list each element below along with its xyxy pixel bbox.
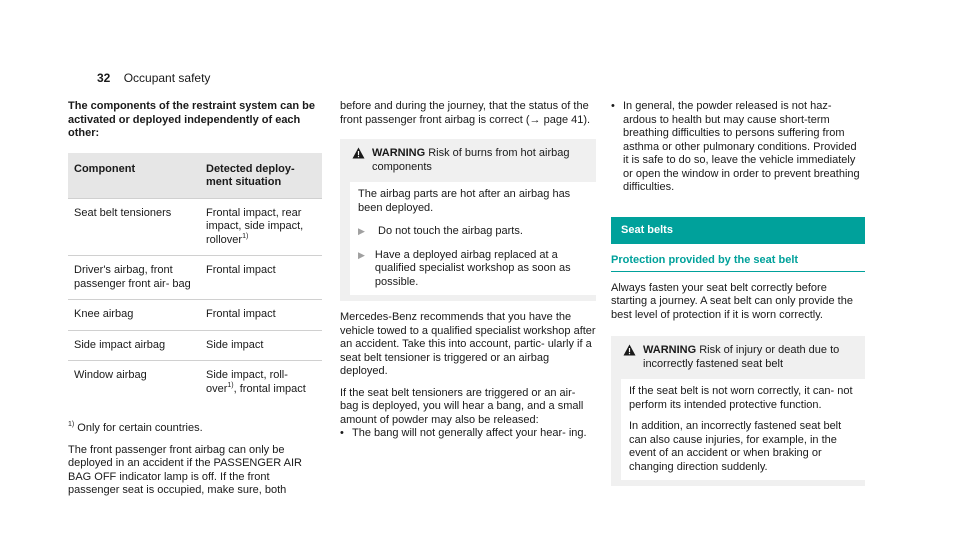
- table-cell: Window airbag: [68, 361, 200, 405]
- column-1: [68, 100, 322, 498]
- table-header-row: [68, 153, 322, 199]
- table-header-cell: Detected deploy- ment situation: [200, 153, 322, 199]
- footnote-text: Only for certain countries.: [77, 422, 203, 434]
- warning-title: Risk of burns from hot airbag components: [372, 147, 570, 173]
- step-text: Do not touch the airbag parts.: [378, 225, 523, 237]
- warning-label: WARNING: [372, 147, 426, 159]
- table-row: [68, 198, 322, 256]
- subheading: Protection provided by the seat belt: [611, 254, 865, 272]
- footnote: [68, 422, 322, 436]
- table-cell: Driver's airbag, front passenger front air- bag: [68, 256, 200, 300]
- warning-step: [358, 249, 588, 290]
- warning-box: [340, 139, 596, 301]
- table-row: [68, 300, 322, 331]
- body-paragraph: Mercedes-Benz recommends that you have the vehicle towed to a qualified specialist workshop after an accident. Take this into account, partic- ularly if a seat belt tensioner is triggered or an airbag deployed.: [340, 311, 596, 377]
- warning-triangle-icon: [352, 147, 366, 174]
- table-row: [68, 330, 322, 361]
- warning-body-text: The airbag parts are hot after an airbag has been deployed.: [358, 188, 571, 214]
- cell-text: Side impact, roll- over: [206, 369, 288, 395]
- warning-body-text: If the seat belt is not worn correctly, it can- not perform its intended protective function.: [629, 385, 853, 411]
- cell-text-suffix: , frontal impact: [233, 382, 306, 395]
- body-paragraph: The front passenger front airbag can only be deployed in an accident if the PASSENGER AIR BAG OFF indicator lamp is off. If the front passenger seat is occupied, make sure, both: [68, 443, 302, 496]
- warning-triangle-icon: [623, 344, 637, 371]
- arrow-right-icon: ▶: [358, 249, 365, 260]
- table-cell: Frontal impact: [200, 300, 322, 331]
- warning-step: [358, 225, 588, 239]
- arrow-right-icon: ▶: [358, 226, 365, 236]
- step-text: Have a deployed airbag replaced at a qualified specialist workshop as soon as possible.: [374, 248, 571, 288]
- warning-body-text: In addition, an incorrectly fastened seat belt can also cause injuries, for example, in the event of an accident or when braking or changing direction suddenly.: [629, 420, 842, 473]
- table-cell: [200, 361, 322, 405]
- table-cell: [200, 198, 322, 256]
- table-cell: Knee airbag: [68, 300, 200, 331]
- bullet-item: [340, 427, 596, 441]
- warning-label: WARNING: [643, 344, 697, 356]
- table-cell: Seat belt tensioners: [68, 198, 200, 256]
- page-number: 32: [97, 71, 111, 85]
- body-paragraph: Always fasten your seat belt correctly before starting a journey. A seat belt can only provide the best level of protection if it is worn correctly.: [611, 281, 853, 321]
- table-cell: Side impact: [200, 330, 322, 361]
- bullet-item: [611, 100, 865, 195]
- section-title: Occupant safety: [123, 71, 211, 85]
- column-2: [340, 100, 596, 441]
- warning-header: [611, 336, 865, 375]
- section-heading: Seat belts: [611, 217, 865, 245]
- warning-box: [611, 336, 865, 486]
- body-paragraph: before and during the journey, that the status of the front passenger front airbag is correct (→ page 41).: [340, 100, 591, 126]
- warning-body: [350, 182, 596, 295]
- bullet-icon: •: [340, 427, 344, 439]
- footnote-mark: 1): [242, 232, 249, 240]
- body-paragraph: If the seat belt tensioners are triggered or an air- bag is deployed, you will hear a bang, and a small amount of powder may also be released:: [340, 386, 584, 426]
- table-row: [68, 361, 322, 405]
- table-heading: The components of the restraint system can be activated or deployed independently of each other:: [68, 100, 315, 139]
- table-cell: Side impact airbag: [68, 330, 200, 361]
- bullet-text: In general, the powder released is not haz- ardous to health but may cause short-term breathing difficulties to persons suffering from asthma or other pulmonary conditions. Provided it is safe to do so, leave the vehicle immediately or open the window in order to prevent breathing difficulties.: [623, 100, 860, 193]
- warning-text: [643, 344, 857, 371]
- warning-title: Risk of injury or death due to incorrectly fastened seat belt: [643, 344, 840, 370]
- bullet-text: The bang will not generally affect your hear- ing.: [352, 427, 587, 439]
- bullet-icon: •: [611, 100, 615, 112]
- footnote-mark: 1): [227, 381, 234, 389]
- table-cell: Frontal impact: [200, 256, 322, 300]
- cell-text: Frontal impact, rear impact, side impact, rollover: [206, 206, 304, 246]
- warning-text: [372, 147, 588, 174]
- table-header-cell: Component: [68, 153, 200, 199]
- table-row: [68, 256, 322, 300]
- warning-header: [340, 139, 596, 178]
- footnote-mark: 1): [68, 421, 75, 428]
- column-3: [611, 100, 865, 486]
- restraint-components-table: [68, 153, 322, 405]
- warning-body: [621, 379, 865, 480]
- page-header: [97, 71, 210, 85]
